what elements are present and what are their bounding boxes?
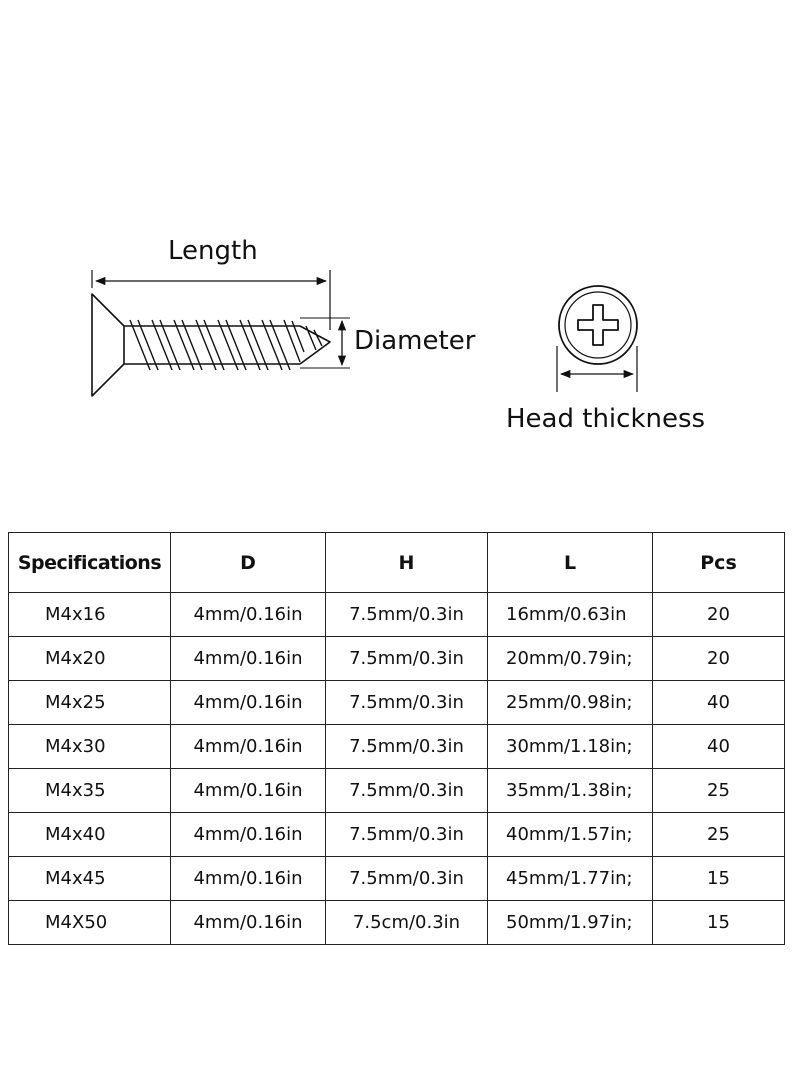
cell-spec: M4x35 xyxy=(9,769,171,813)
cell-pcs: 40 xyxy=(653,725,785,769)
cell-h: 7.5mm/0.3in xyxy=(326,813,488,857)
screw-dimension-diagram xyxy=(0,0,800,500)
cell-spec: M4x30 xyxy=(9,725,171,769)
cell-l: 25mm/0.98in; xyxy=(488,681,653,725)
cell-d: 4mm/0.16in xyxy=(171,681,326,725)
cell-spec: M4x16 xyxy=(9,593,171,637)
cell-spec: M4x20 xyxy=(9,637,171,681)
countersunk-screw-icon xyxy=(92,294,330,396)
specifications-table xyxy=(8,532,785,945)
cell-d: 4mm/0.16in xyxy=(171,637,326,681)
cell-h: 7.5cm/0.3in xyxy=(326,901,488,945)
cell-l: 45mm/1.77in; xyxy=(488,857,653,901)
cell-spec: M4x25 xyxy=(9,681,171,725)
cell-h: 7.5mm/0.3in xyxy=(326,857,488,901)
diameter-label: Diameter xyxy=(354,326,476,356)
phillips-head-icon xyxy=(559,286,637,364)
cell-d: 4mm/0.16in xyxy=(171,769,326,813)
cell-h: 7.5mm/0.3in xyxy=(326,681,488,725)
table-row xyxy=(9,769,785,813)
table-row xyxy=(9,813,785,857)
cell-h: 7.5mm/0.3in xyxy=(326,637,488,681)
header-l: L xyxy=(488,533,653,593)
cell-h: 7.5mm/0.3in xyxy=(326,769,488,813)
table-row xyxy=(9,593,785,637)
header-h: H xyxy=(326,533,488,593)
cell-l: 50mm/1.97in; xyxy=(488,901,653,945)
cell-pcs: 20 xyxy=(653,637,785,681)
cell-pcs: 25 xyxy=(653,769,785,813)
table-row xyxy=(9,681,785,725)
table-row xyxy=(9,725,785,769)
head-thickness-label: Head thickness xyxy=(506,404,706,434)
cell-d: 4mm/0.16in xyxy=(171,725,326,769)
cell-spec: M4x40 xyxy=(9,813,171,857)
cell-pcs: 40 xyxy=(653,681,785,725)
cell-d: 4mm/0.16in xyxy=(171,813,326,857)
length-dimension-arrow xyxy=(92,270,330,330)
header-pcs: Pcs xyxy=(653,533,785,593)
cell-d: 4mm/0.16in xyxy=(171,857,326,901)
cell-spec: M4X50 xyxy=(9,901,171,945)
cell-l: 20mm/0.79in; xyxy=(488,637,653,681)
table-row xyxy=(9,637,785,681)
cell-pcs: 25 xyxy=(653,813,785,857)
table-row xyxy=(9,901,785,945)
cell-l: 40mm/1.57in; xyxy=(488,813,653,857)
cell-h: 7.5mm/0.3in xyxy=(326,593,488,637)
cell-pcs: 15 xyxy=(653,901,785,945)
cell-d: 4mm/0.16in xyxy=(171,593,326,637)
cell-l: 30mm/1.18in; xyxy=(488,725,653,769)
cell-spec: M4x45 xyxy=(9,857,171,901)
cell-h: 7.5mm/0.3in xyxy=(326,725,488,769)
length-label: Length xyxy=(168,236,258,266)
header-specifications: Specifications xyxy=(9,533,171,593)
cell-l: 16mm/0.63in xyxy=(488,593,653,637)
cell-pcs: 15 xyxy=(653,857,785,901)
diameter-dimension-arrow xyxy=(300,318,350,368)
cell-d: 4mm/0.16in xyxy=(171,901,326,945)
cell-pcs: 20 xyxy=(653,593,785,637)
header-d: D xyxy=(171,533,326,593)
table-header-row xyxy=(9,533,785,593)
cell-l: 35mm/1.38in; xyxy=(488,769,653,813)
table-row xyxy=(9,857,785,901)
